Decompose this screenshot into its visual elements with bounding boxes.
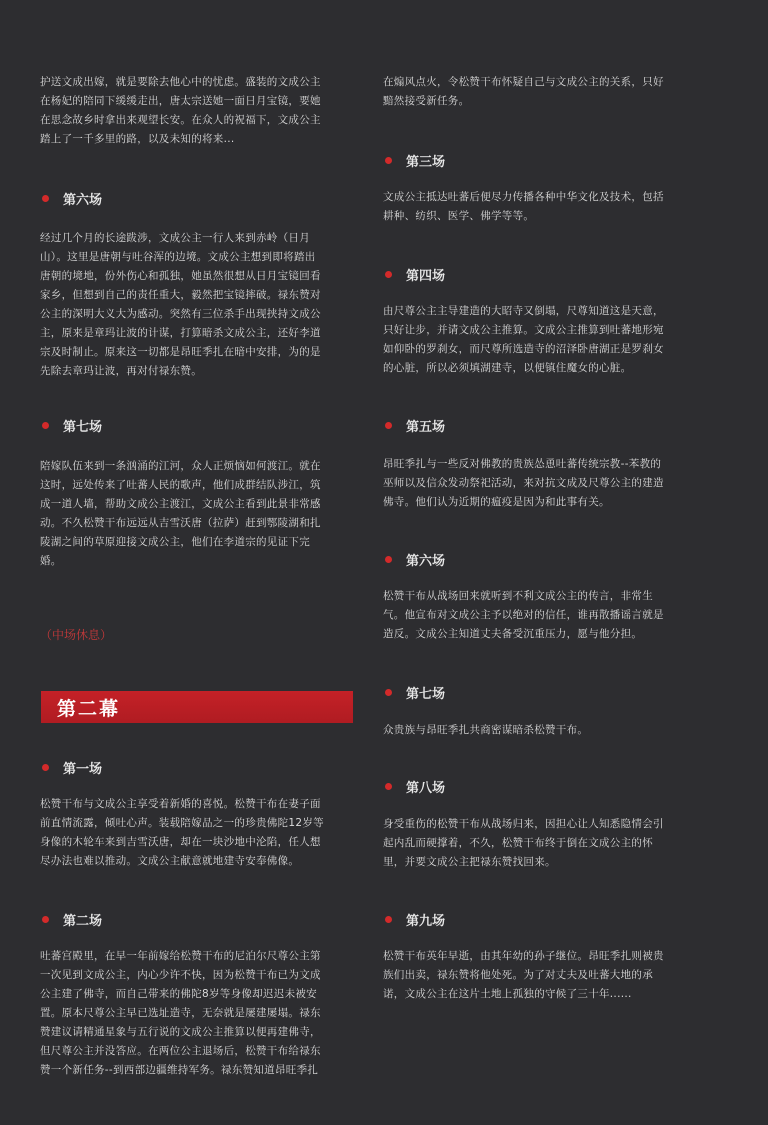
scene-7-right-paragraph: 众贵族与昂旺季扎共商密谋暗杀松赞干布。 bbox=[383, 724, 589, 736]
act2-scene-2-paragraph: 吐蕃宫殿里，在早一年前嫁给松赞干布的尼泊尔尺尊公主第 一次见到文成公主，内心少许不快，因为松赞干布已为文成 公主建了佛寺，而自己带来的佛陀8岁等身像却迟迟未被安 置。原本尺尊公主早已选址造寺，无奈就是屡建屡塌。禄东 赞建议请精通星象与五行说的文成公主推算以便再建佛寺， 但尺尊公主并没答应。在两位公主退场后，松赞干布给禄东 赞一个新任务--到西部边疆维持军务。禄东赞知道昂旺季扎 bbox=[40, 950, 321, 1076]
bullet-icon bbox=[42, 422, 49, 429]
scene-5-paragraph: 昂旺季扎与一些反对佛教的贵族怂恿吐蕃传统宗教--苯教的 巫师以及信众发动祭祀活动，来对抗文成及尺尊公主的建造 佛寺。他们认为近期的瘟疫是因为和此事有关。 bbox=[383, 458, 664, 508]
scene-5-heading bbox=[385, 415, 445, 435]
act-2-banner: 第二幕 bbox=[41, 691, 353, 723]
scene-6-title: 第六场 bbox=[63, 192, 103, 208]
bullet-icon bbox=[385, 783, 392, 790]
bullet-icon bbox=[385, 916, 392, 923]
act2-scene-1-title: 第一场 bbox=[63, 761, 103, 777]
scene-9-heading bbox=[385, 909, 445, 929]
scene-8-title: 第八场 bbox=[406, 780, 446, 796]
scene-7-title: 第七场 bbox=[63, 419, 103, 435]
scene-3-paragraph: 文成公主抵达吐蕃后便尽力传播各种中华文化及技术，包括 耕种、纺织、医学、佛学等等。 bbox=[383, 191, 664, 222]
scene-8-heading bbox=[385, 776, 445, 796]
scene-7-right-title: 第七场 bbox=[406, 686, 446, 702]
scene-7-right-heading bbox=[385, 682, 445, 702]
bullet-icon bbox=[42, 916, 49, 923]
scene-4-paragraph: 由尺尊公主主导建造的大昭寺又倒塌，尺尊知道这是天意， 只好让步，并请文成公主推算。文成公主推算到吐蕃地形宛 如仰卧的罗刹女，而尺尊所选造寺的沼泽卧唐湖正是罗刹女 的心脏，所以必须填湖建寺，以便镇住魔女的心脏。 bbox=[383, 305, 664, 374]
scene-7-heading bbox=[42, 415, 102, 435]
scene-6-right-title: 第六场 bbox=[406, 553, 446, 569]
scene-5-title: 第五场 bbox=[406, 419, 446, 435]
act2-scene-1-paragraph: 松赞干布与文成公主享受着新婚的喜悦。松赞干布在妻子面 前直情流露，倾吐心声。装载陪嫁品之一的珍贵佛陀12岁等 身像的木轮车来到吉雪沃唐，却在一块沙地中沦陷，任人想 尽办法也难以推动。文成公主献意就地建寺安奉佛像。 bbox=[40, 798, 324, 867]
intro-paragraph: 护送文成出嫁，就是要除去他心中的忧虑。盛装的文成公主 在杨妃的陪同下缓缓走出，唐太宗送她一面日月宝镜，要她 在思念故乡时拿出来观望长安。在众人的祝福下，文成公主 踏上了一千多里的路，以及未知的将来... bbox=[40, 76, 321, 145]
scene-4-heading bbox=[385, 264, 445, 284]
scene-3-heading bbox=[385, 150, 445, 170]
scene-6-right-heading bbox=[385, 549, 445, 569]
bullet-icon bbox=[385, 689, 392, 696]
bullet-icon bbox=[385, 271, 392, 278]
scene-9-title: 第九场 bbox=[406, 913, 446, 929]
act2-scene-2-title: 第二场 bbox=[63, 913, 103, 929]
scene-6-heading bbox=[42, 188, 102, 208]
act2-scene-1-heading bbox=[42, 757, 102, 777]
bullet-icon bbox=[385, 556, 392, 563]
scene-4-title: 第四场 bbox=[406, 268, 446, 284]
scene-9-paragraph: 松赞干布英年早逝，由其年幼的孙子继位。昂旺季扎则被贵 族们出卖，禄东赞将他处死。为了对丈夫及吐蕃大地的承 诺，文成公主在这片土地上孤独的守候了三十年...... bbox=[383, 950, 664, 1000]
scene-7-paragraph: 陪嫁队伍来到一条汹涌的江河，众人正烦恼如何渡江。就在 这时，远处传来了吐蕃人民的歌声，他们成群结队涉江，筑 成一道人墙，帮助文成公主渡江，文成公主看到此景非常感 动。不久松赞干布远远从吉雪沃唐（拉萨）赶到鄂陵湖和扎 陵湖之间的草原迎接文成公主，他们在李道宗的见证下完 婚。 bbox=[40, 460, 321, 567]
scene-6-right-paragraph: 松赞干布从战场回来就听到不利文成公主的传言，非常生 气。他宣布对文成公主予以绝对的信任，谁再散播谣言就是 造反。文成公主知道丈夫备受沉重压力，愿与他分担。 bbox=[383, 590, 664, 640]
bullet-icon bbox=[42, 764, 49, 771]
intermission-label: （中场休息） bbox=[40, 628, 113, 642]
scene-8-paragraph: 身受重伤的松赞干布从战场归来，因担心让人知悉隐情会引 起内乱而硬撑着，不久，松赞干布终于倒在文成公主的怀 里，并要文成公主把禄东赞找回来。 bbox=[383, 818, 664, 868]
continuation-paragraph: 在煽风点火，令松赞干布怀疑自己与文成公主的关系，只好 黯然接受新任务。 bbox=[383, 76, 664, 107]
bullet-icon bbox=[385, 157, 392, 164]
act2-scene-2-heading bbox=[42, 909, 102, 929]
scene-3-title: 第三场 bbox=[406, 154, 446, 170]
scene-6-paragraph: 经过几个月的长途跋涉，文成公主一行人来到赤岭（日月 山）。这里是唐朝与吐谷浑的边境。文成公主想到即将踏出 唐朝的境地，份外伤心和孤独，她虽然很想从日月宝镜回看 家乡，但想到自己的责任重大，毅然把宝镜摔破。禄东赞对 公主的深明大义大为感动。突然有三位杀手出现挟持文成公 主，原来是章玛让波的计谋，打算暗杀文成公主，还好李道 宗及时制止。原来这一切都是昂旺季扎在暗中安排，为的是 先除去章玛让波，再对付禄东赞。 bbox=[40, 232, 321, 377]
bullet-icon bbox=[385, 422, 392, 429]
bullet-icon bbox=[42, 195, 49, 202]
